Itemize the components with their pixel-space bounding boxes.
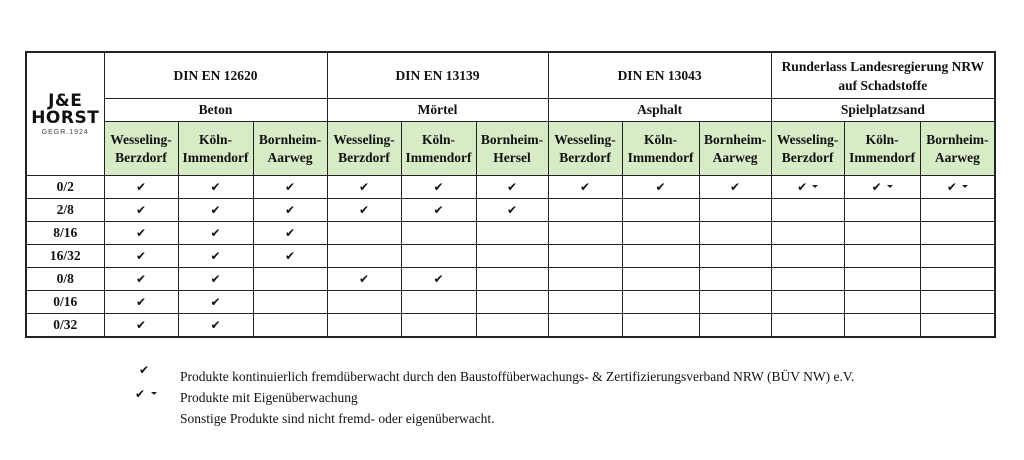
table-cell [327, 268, 401, 291]
table-cell [178, 199, 253, 222]
table-row [26, 314, 995, 338]
check-icon: ✔ [135, 295, 147, 309]
grain-size-label: 0/8 [26, 268, 104, 291]
site-header: Bornheim-Aarweg [920, 122, 995, 176]
site-header: Wesseling-Berzdorf [548, 122, 622, 176]
table-cell [476, 176, 548, 199]
table-cell [699, 222, 771, 245]
table-cell [401, 314, 476, 338]
table-cell [104, 245, 178, 268]
check-icon: ✔ [210, 295, 221, 309]
table-cell [104, 222, 178, 245]
table-cell [401, 176, 476, 199]
table-cell [476, 199, 548, 222]
table-row [26, 176, 995, 199]
material-group: Mörtel [327, 99, 548, 122]
check-icon: ✔ [135, 318, 147, 332]
table-cell [920, 245, 995, 268]
legend-own-text: Produkte mit Eigenüberwachung [180, 390, 358, 405]
table-row [26, 245, 995, 268]
grain-size-label: 8/16 [26, 222, 104, 245]
table-cell [771, 245, 844, 268]
logo-line-2: HORST [31, 107, 100, 128]
logo-line-1: J&E [48, 90, 83, 111]
table-cell [327, 291, 401, 314]
check-icon: ✔ [135, 180, 147, 194]
table-cell [622, 199, 699, 222]
site-header: Bornheim-Hersel [476, 122, 548, 176]
table-cell [844, 291, 920, 314]
grain-size-label: 0/16 [26, 291, 104, 314]
table-cell [622, 291, 699, 314]
grain-size-label: 0/32 [26, 314, 104, 338]
legend-external-text: Produkte kontinuierlich fremdüberwacht durch den Baustoffüberwachungs- & Zertifizierungsverband NRW (BÜV NW) e.V. [180, 369, 855, 384]
check-icon: ✔ [284, 249, 296, 263]
table-cell [178, 314, 253, 338]
table-cell [771, 199, 844, 222]
table-cell [104, 268, 178, 291]
check-own-icon: ✔ [126, 384, 166, 405]
site-header: Köln-Immendorf [401, 122, 476, 176]
check-icon: ✔ [138, 363, 150, 377]
table-cell [327, 222, 401, 245]
check-icon: ✔ [507, 203, 518, 217]
table-cell [622, 222, 699, 245]
table-row [26, 222, 995, 245]
table-cell [401, 268, 476, 291]
table-cell [476, 222, 548, 245]
table-cell [476, 268, 548, 291]
standard-header: Runderlass Landesregierung NRW auf Schadstoffe [771, 52, 995, 99]
table-cell [844, 314, 920, 338]
table-cell [622, 176, 699, 199]
legend-other-text: Sonstige Produkte sind nicht fremd- oder eigenüberwacht. [180, 411, 495, 426]
legend-own [124, 387, 1004, 408]
table-cell [401, 199, 476, 222]
standard-header: DIN EN 12620 [104, 52, 327, 99]
table-cell [327, 199, 401, 222]
legend-other [124, 408, 1004, 429]
table-cell [104, 176, 178, 199]
check-icon: ✔ [284, 180, 296, 194]
site-header: Wesseling-Berzdorf [327, 122, 401, 176]
legend-external [124, 363, 1004, 387]
table-cell [771, 222, 844, 245]
legend [124, 363, 1004, 429]
table-cell [178, 176, 253, 199]
table-cell [920, 314, 995, 338]
table-cell [699, 291, 771, 314]
check-icon: ✔ [655, 180, 666, 194]
table-cell [699, 314, 771, 338]
table-cell [920, 222, 995, 245]
table-cell [401, 222, 476, 245]
site-header: Köln-Immendorf [178, 122, 253, 176]
logo-line-3: GEGR.1924 [41, 128, 89, 136]
check-icon: ✔ [359, 203, 370, 217]
site-header: Bornheim-Aarweg [253, 122, 327, 176]
table-cell [327, 314, 401, 338]
table-cell [104, 199, 178, 222]
site-header: Köln-Immendorf [844, 122, 920, 176]
table-cell [178, 268, 253, 291]
table-cell [253, 268, 327, 291]
check-own-icon: ✔ [872, 180, 893, 195]
standard-header: DIN EN 13043 [548, 52, 771, 99]
check-icon: ✔ [433, 203, 444, 217]
table-cell [844, 222, 920, 245]
table-cell [771, 314, 844, 338]
material-group: Spielplatzsand [771, 99, 995, 122]
table-cell [253, 245, 327, 268]
table-cell [699, 268, 771, 291]
table-cell [548, 199, 622, 222]
table-cell [622, 245, 699, 268]
table-row [26, 291, 995, 314]
check-icon: ✔ [284, 226, 296, 240]
check-icon: ✔ [433, 272, 444, 286]
table-cell [699, 199, 771, 222]
site-header: Köln-Immendorf [622, 122, 699, 176]
table-row [26, 199, 995, 222]
check-icon: ✔ [730, 180, 741, 194]
table-cell [920, 291, 995, 314]
table-cell [327, 176, 401, 199]
table-cell [771, 291, 844, 314]
table-cell [622, 268, 699, 291]
check-icon: ✔ [284, 203, 296, 217]
table-cell [844, 268, 920, 291]
check-icon: ✔ [210, 272, 221, 286]
table-cell [401, 291, 476, 314]
site-header: Wesseling-Berzdorf [771, 122, 844, 176]
grain-size-label: 2/8 [26, 199, 104, 222]
table-cell [104, 314, 178, 338]
table-cell [476, 314, 548, 338]
check-icon: ✔ [210, 180, 221, 194]
table-cell [699, 245, 771, 268]
table-cell [622, 314, 699, 338]
table-cell [548, 176, 622, 199]
table-cell [548, 245, 622, 268]
table-cell [920, 176, 995, 199]
check-icon: ✔ [433, 180, 444, 194]
table-cell [771, 268, 844, 291]
material-group: Asphalt [548, 99, 771, 122]
table-cell [844, 176, 920, 199]
table-cell [178, 222, 253, 245]
table-cell [548, 222, 622, 245]
grain-size-label: 16/32 [26, 245, 104, 268]
check-icon: ✔ [210, 249, 221, 263]
table-cell [253, 176, 327, 199]
table-cell [548, 291, 622, 314]
table-cell [476, 291, 548, 314]
table-cell [476, 245, 548, 268]
check-icon: ✔ [580, 180, 591, 194]
certification-table [25, 51, 996, 338]
table-cell [253, 222, 327, 245]
table-cell [253, 291, 327, 314]
check-icon: ✔ [210, 226, 221, 240]
table-cell [178, 291, 253, 314]
table-cell [178, 245, 253, 268]
check-icon: ✔ [210, 318, 221, 332]
check-icon: ✔ [359, 180, 370, 194]
table-cell [548, 314, 622, 338]
table-cell [548, 268, 622, 291]
table-cell [920, 199, 995, 222]
site-header: Bornheim-Aarweg [699, 122, 771, 176]
table-cell [327, 245, 401, 268]
standard-header: DIN EN 13139 [327, 52, 548, 99]
table-cell [920, 268, 995, 291]
table-cell [771, 176, 844, 199]
check-icon: ✔ [359, 272, 370, 286]
grain-size-label: 0/2 [26, 176, 104, 199]
check-icon: ✔ [135, 226, 147, 240]
check-icon: ✔ [210, 203, 221, 217]
table-cell [401, 245, 476, 268]
table-row [26, 268, 995, 291]
check-icon: ✔ [135, 249, 147, 263]
site-header: Wesseling-Berzdorf [104, 122, 178, 176]
table-cell [844, 245, 920, 268]
material-group: Beton [104, 99, 327, 122]
check-icon: ✔ [507, 180, 518, 194]
table-cell [253, 199, 327, 222]
table-cell [699, 176, 771, 199]
table-cell [104, 291, 178, 314]
check-own-icon: ✔ [797, 180, 818, 195]
check-icon: ✔ [135, 272, 147, 286]
logo [26, 52, 104, 176]
table-cell [844, 199, 920, 222]
table-cell [253, 314, 327, 338]
check-own-icon: ✔ [947, 180, 968, 195]
check-icon: ✔ [135, 203, 147, 217]
